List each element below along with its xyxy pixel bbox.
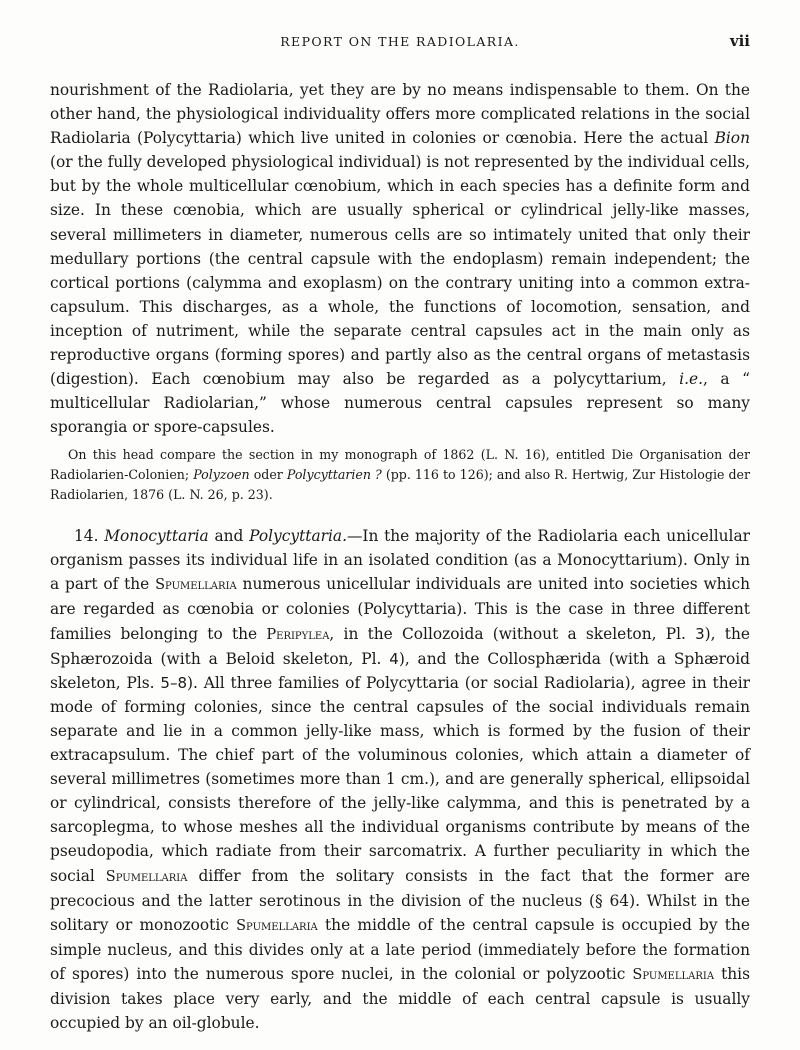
plate-reference: 3: [695, 624, 705, 643]
paragraph-individuality: [50, 78, 750, 439]
plate-reference: 5–8: [160, 673, 187, 692]
plate-reference: 4: [389, 649, 399, 668]
text-run: , in the Collozoida (without a skeleton, Pl.: [329, 624, 696, 643]
page: [50, 28, 750, 1035]
section-14-paragraph: [50, 524, 750, 1035]
section-heading-term: Polycyttaria.: [249, 527, 347, 546]
italic-term: i.e.: [679, 370, 703, 389]
text-run: ), and the Collosphærida (with a Sphæroid skeleton, Pls.: [50, 649, 751, 692]
running-header: [50, 28, 750, 52]
text-run: nourishment of the Radiolaria, yet they are by no means indispensable to them. On the other hand, the physiological individuality offers more complicated relations in the social Radiolaria (Polycyttaria) which live united in colonies or cœnobia. Here the actual: [50, 81, 750, 148]
italic-term: Bion: [714, 129, 750, 148]
text-run: On this head compare the section in my monograph of 1862 (L. N. 16), entitled Die Organisation der Radiolarien-Colonien;: [50, 447, 750, 482]
section-number: 14.: [74, 527, 105, 546]
text-run: differ from the solitary consists in the fact that the former are precocious and the latter serotinous in the division of the nucleus (§ 64). Whilst in the solitary or monozootic: [50, 866, 750, 934]
text-run: , a “ multicellular Radiolarian,” whose numerous central capsules represent so many sporangia or spore-capsules.: [50, 370, 750, 437]
italic-term: Polyzoen: [193, 467, 250, 482]
smallcaps-term: Peripylea: [266, 626, 330, 643]
text-run: —In the majority of the Radiolaria each unicellular organism passes its individual life in an isolated condition (as a Monocyttarium). Only in a part of the: [50, 527, 750, 594]
text-run: and: [208, 527, 250, 546]
section-heading-term: Monocyttaria: [104, 527, 209, 546]
page-number: vii: [729, 32, 750, 50]
text-run: oder: [249, 467, 287, 482]
running-title: REPORT ON THE RADIOLARIA.: [280, 34, 520, 49]
text-run: this division takes place very early, and the middle of each central capsule is usually occupied by an oil-globule.: [50, 964, 751, 1033]
text-run: ), the Sphærozoida (with a Beloid skeleton, Pl.: [50, 624, 750, 668]
smallcaps-term: Spumellaria: [632, 966, 715, 983]
italic-term: Polycyttarien ?: [286, 467, 382, 482]
text-run: numerous unicellular individuals are united into societies which are regarded as cœnobia or colonies (Polycyttaria). This is the case in three different families belonging to the: [50, 575, 750, 643]
text-run: (pp. 116 to 126); and also R. Hertwig, Zur Histologie der Radiolarien, 1876 (L. N. 26, p. 23).: [50, 467, 751, 502]
text-run: the middle of the central capsule is occupied by the simple nucleus, and this divides only at a late period (immediately before the formation of spores) into the numerous spore nuclei, in the colonial or polyzootic: [50, 915, 750, 983]
text-run: (or the fully developed physiological individual) is not represented by the individual cells, but by the whole multicellular cœnobium, which in each species has a definite form and size. In these cœnobia, which are usually spherical or cylindrical jelly-like masses, several millimeters in diameter, numerous cells are so intimately united that only their medullary portions (the central capsule with the endoplasm) remain independent; the cortical portions (calymma and exoplasm) on the contrary uniting into a common extra-capsulum. This discharges, as a whole, the functions of locomotion, sensation, and inception of nutriment, while the separate central capsules act in the main only as reproductive organs (forming spores) and partly also as the central organs of metastasis (digestion). Each cœnobium may also be regarded as a polycyttarium,: [50, 153, 751, 389]
smallcaps-term: Spumellaria: [236, 917, 318, 934]
smallcaps-term: Spumellaria: [105, 868, 188, 885]
smallcaps-term: Spumellaria: [155, 577, 237, 594]
text-run: ). All three families of Polycyttaria (or social Radiolaria), agree in their mode of forming colonies, since the central capsules of the social individuals remain separate and lie in a common jelly-like mass, which is formed by the fusion of their extracapsulum. The chief part of the voluminous colonies, which attain a diameter of several millimetres (sometimes more than 1 cm.), and are generally spherical, ellipsoidal or cylindrical, consists therefore of the jelly-like calymma, and this is penetrated by a sarcoplegma, to whose meshes all the individual organisms contribute by means of the pseudopodia, which radiate from their sarcomatrix. A further peculiarity in which the social: [50, 673, 750, 885]
footnote-reference: [50, 445, 750, 504]
